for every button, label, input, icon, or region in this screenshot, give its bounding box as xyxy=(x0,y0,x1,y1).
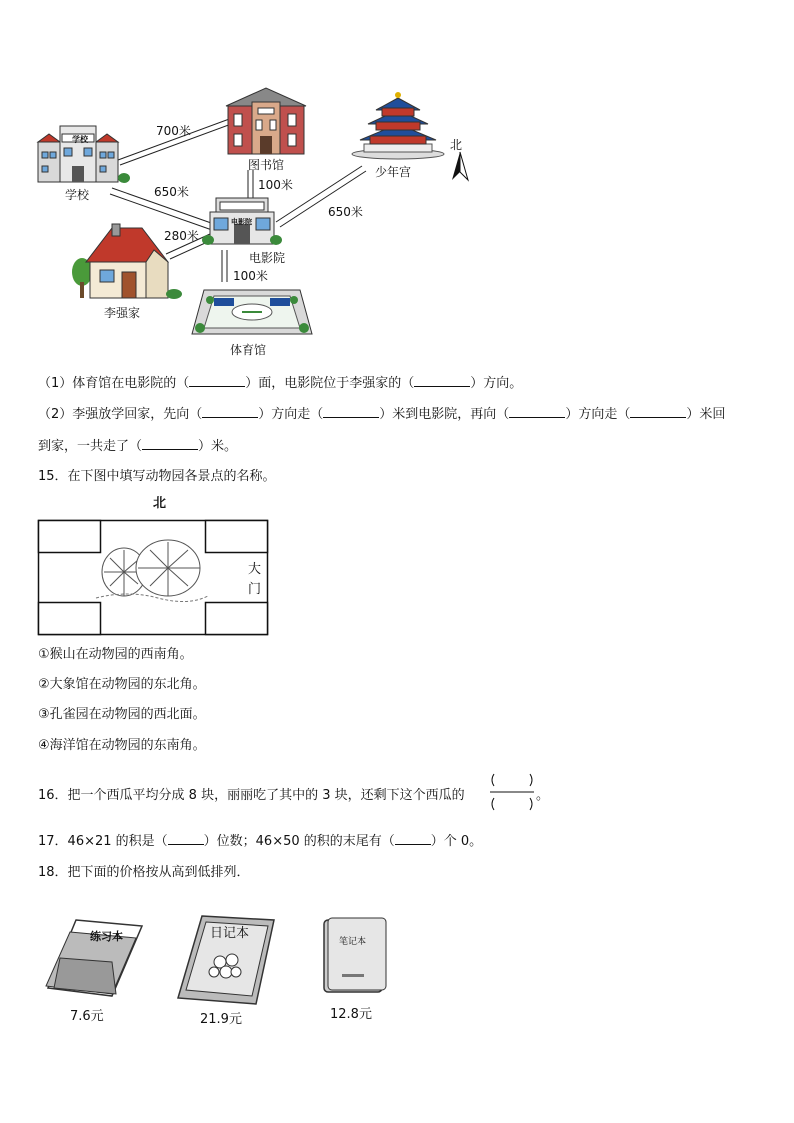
distance-library-cinema: 100米 xyxy=(258,178,293,192)
q15-item-4: ④海洋馆在动物园的东南角。 xyxy=(38,738,206,753)
q14-part1: （1）体育馆在电影院的（ ）面，电影院位于李强家的（ ）方向。 xyxy=(38,376,523,391)
north-arrow-icon xyxy=(450,152,470,182)
library-label: 图书馆 xyxy=(248,158,285,172)
distance-youth-cinema: 650米 xyxy=(328,205,363,219)
fraction-blank[interactable] xyxy=(488,772,536,814)
q15-item-1: ①猴山在动物园的西南角。 xyxy=(38,647,193,662)
youth-palace-label: 少年宫 xyxy=(375,165,412,179)
diary-book-cover: 日记本 xyxy=(210,926,250,941)
diary-book-price: 21.9元 xyxy=(200,1012,242,1027)
home-label: 李强家 xyxy=(104,306,141,320)
answer-blank[interactable] xyxy=(630,405,686,418)
answer-blank[interactable] xyxy=(414,374,470,387)
q15-item-3: ③孔雀园在动物园的西北面。 xyxy=(38,707,206,722)
q17-text: 17．46×21 的积是（ ）位数；46×50 的积的末尾有（ ）个 0。 xyxy=(38,834,483,849)
distance-cinema-stadium: 100米 xyxy=(233,269,268,283)
cinema-sign: 电影院 xyxy=(231,218,252,226)
answer-blank[interactable] xyxy=(142,437,198,450)
answer-blank[interactable] xyxy=(395,832,431,845)
answer-blank[interactable] xyxy=(168,832,204,845)
distance-school-cinema: 650米 xyxy=(154,185,189,199)
answer-blank[interactable] xyxy=(323,405,379,418)
library-building-icon xyxy=(222,86,310,156)
stadium-label: 体育馆 xyxy=(230,343,267,357)
notebook-price: 12.8元 xyxy=(330,1007,372,1022)
youth-palace-building-icon xyxy=(350,90,446,160)
q16-end: 。 xyxy=(536,788,550,803)
q16-text: 16．把一个西瓜平均分成 8 块，丽丽吃了其中的 3 块，还剩下这个西瓜的 xyxy=(38,788,465,803)
school-label: 学校 xyxy=(65,188,90,202)
answer-blank[interactable] xyxy=(189,374,245,387)
answer-blank[interactable] xyxy=(202,405,258,418)
exercise-book-cover: 练习本 xyxy=(90,930,123,943)
distance-home-cinema: 280米 xyxy=(164,229,199,243)
cinema-label: 电影院 xyxy=(249,251,286,265)
school-sign: 学校 xyxy=(72,135,88,144)
q14-part2-line1: （2）李强放学回家，先向（ ）方向走（ ）米到电影院，再向（ ）方向走（ ）米回 xyxy=(38,407,726,422)
map-north-label: 北 xyxy=(450,138,463,152)
zoo-gate-label: 大门 xyxy=(248,562,262,597)
exercise-book-price: 7.6元 xyxy=(70,1009,104,1024)
answer-blank[interactable] xyxy=(509,405,565,418)
q15-title: 15．在下图中填写动物园各景点的名称。 xyxy=(38,469,276,484)
notebook-icon xyxy=(320,916,390,998)
zoo-map xyxy=(38,520,270,636)
q15-item-2: ②大象馆在动物园的东北角。 xyxy=(38,677,206,692)
q18-title: 18．把下面的价格按从高到低排列． xyxy=(38,865,250,880)
stadium-building-icon xyxy=(190,288,314,338)
q14-part2-line2: 到家，一共走了（ ）米。 xyxy=(38,439,238,454)
distance-school-library: 700米 xyxy=(156,124,191,138)
zoo-north-label: 北 xyxy=(153,496,167,511)
notebook-cover: 笔记本 xyxy=(339,937,367,947)
